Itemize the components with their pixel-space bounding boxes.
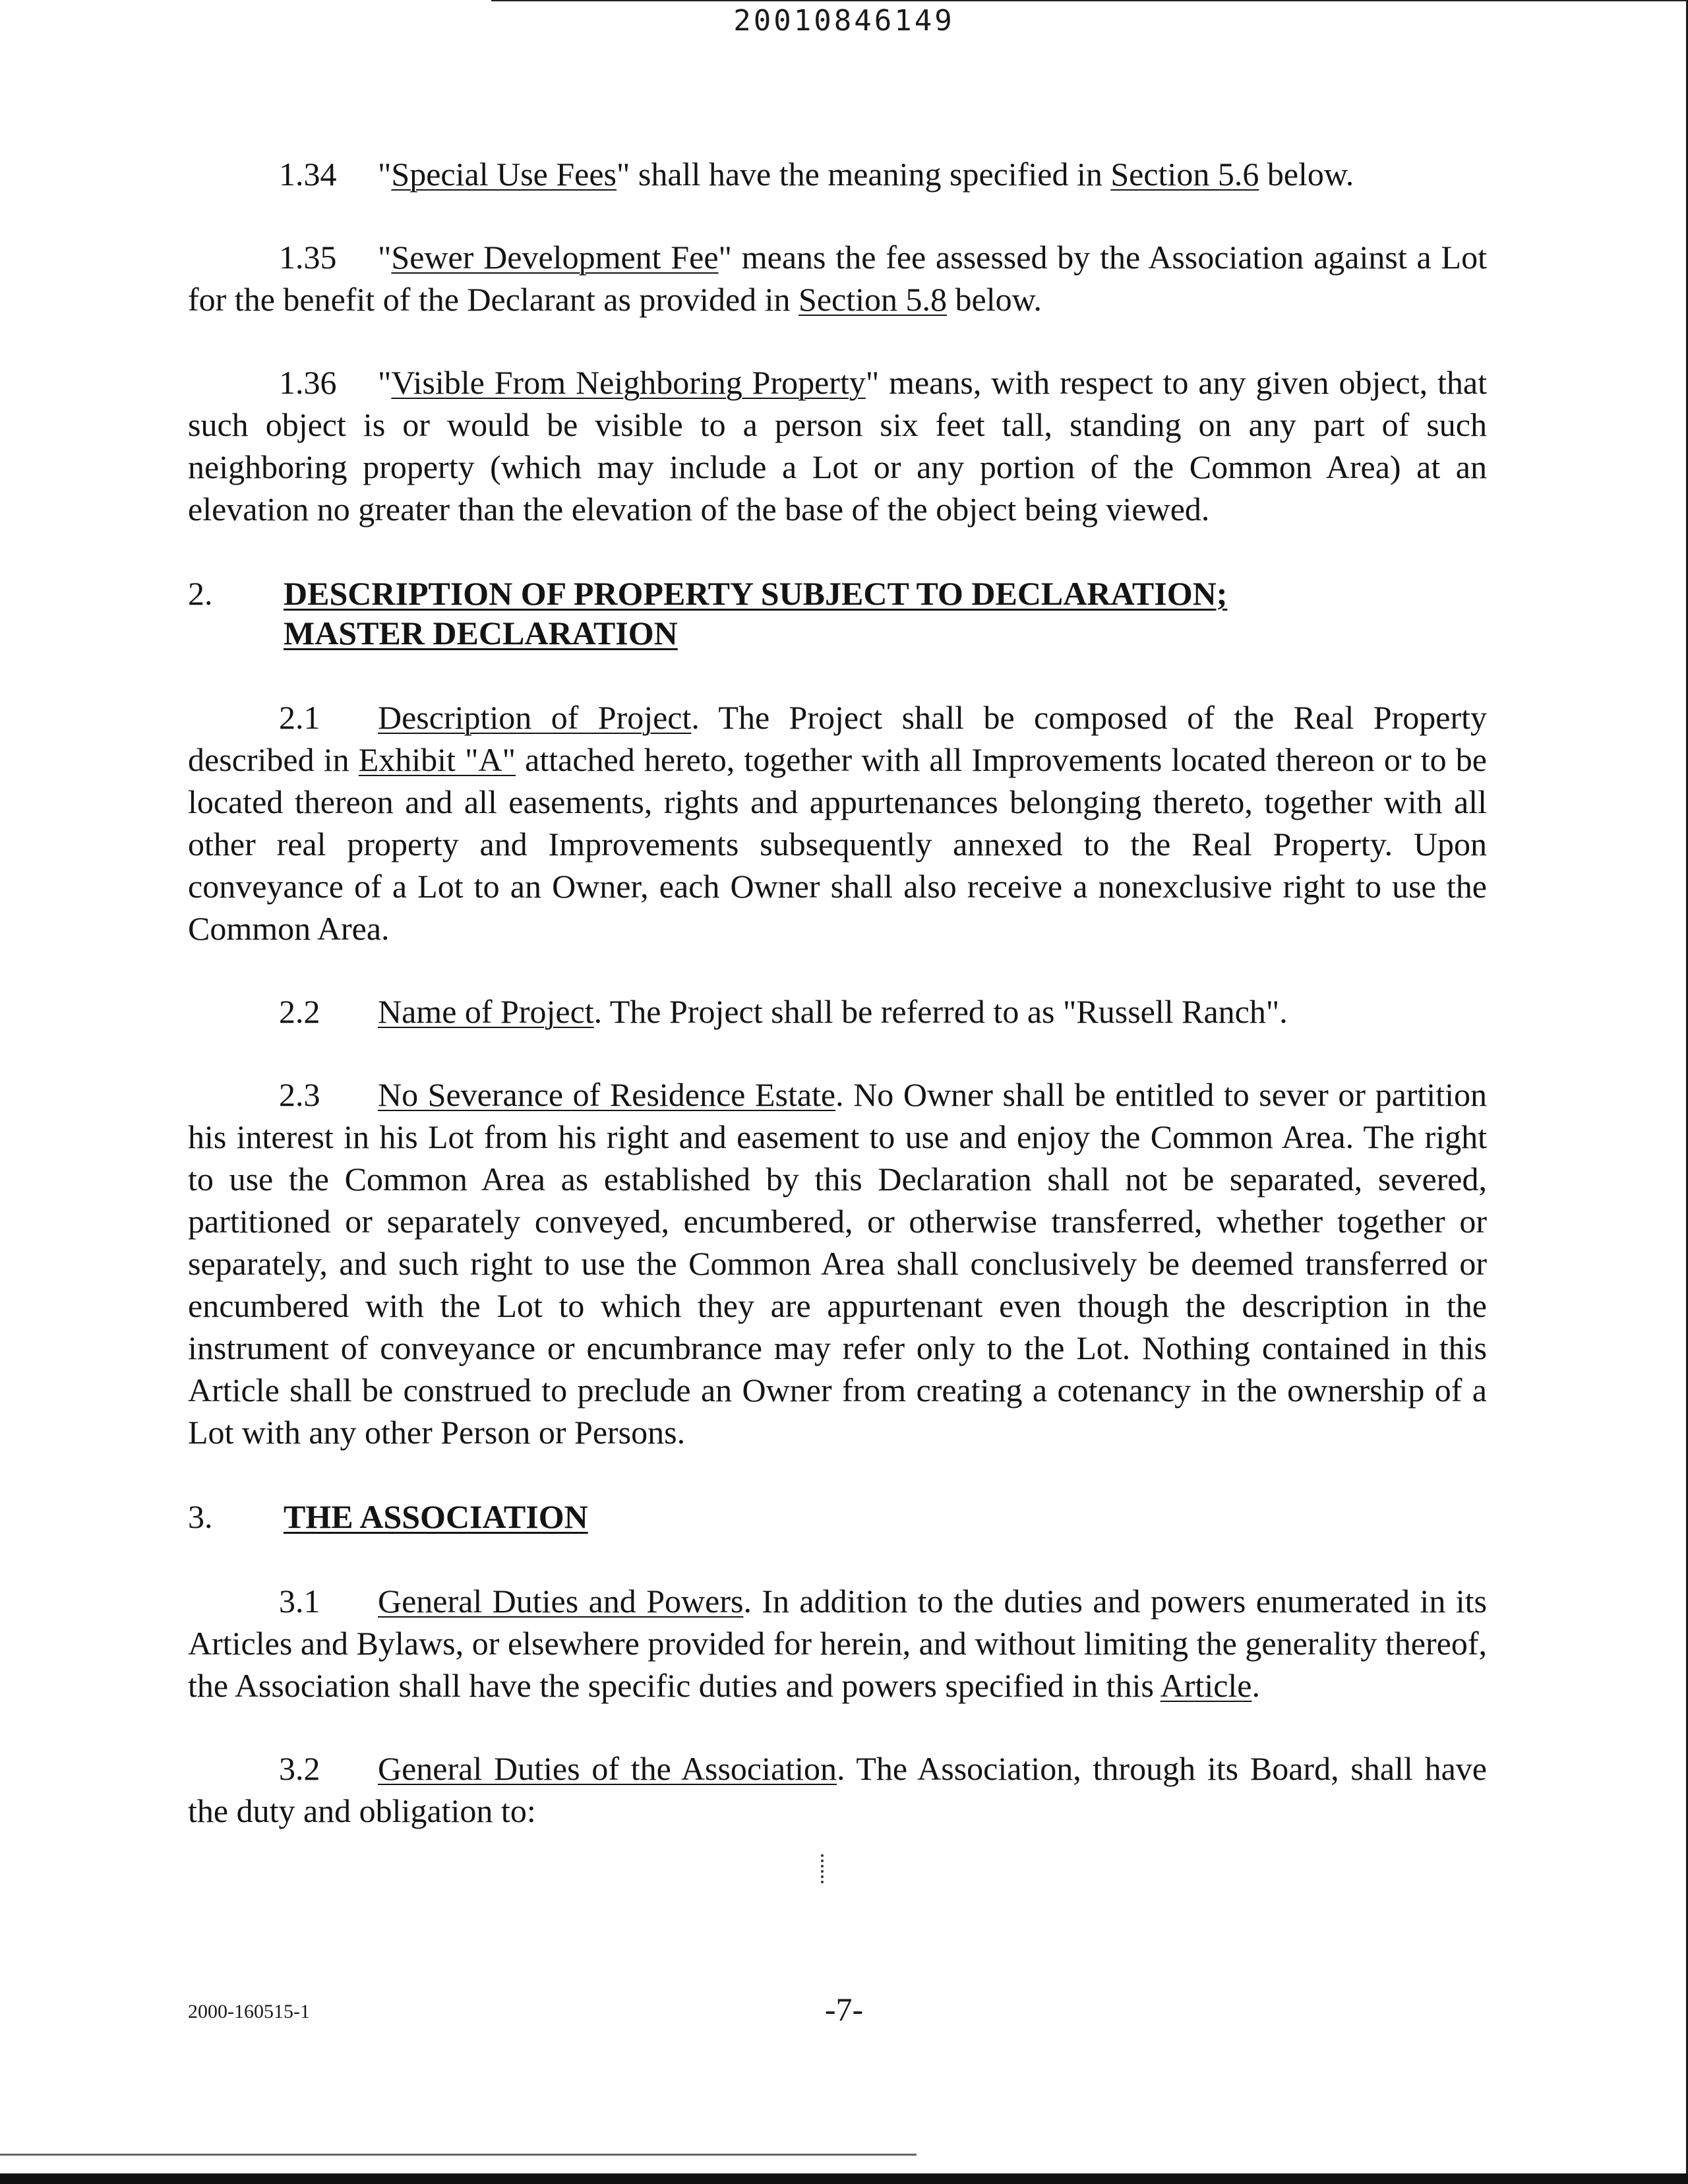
quote-open: " xyxy=(378,156,392,193)
section-2-3 xyxy=(188,1074,1487,1453)
scan-bottom-rule xyxy=(0,2154,917,2156)
section-3-2 xyxy=(188,1747,1487,1832)
section-number: 1.36 xyxy=(279,364,337,401)
section-title: No Severance of Residence Estate xyxy=(378,1076,836,1113)
section-1-36 xyxy=(188,361,1487,530)
section-text-end: below. xyxy=(1259,156,1354,193)
section-text: . The Project shall be composed of the Real Property described in xyxy=(188,699,1487,778)
cross-reference: Section 5.8 xyxy=(799,281,948,318)
section-title: General Duties and Powers xyxy=(378,1583,744,1620)
quote-open: " xyxy=(378,239,392,276)
defined-term: Visible From Neighboring Property xyxy=(391,364,866,401)
section-text: " shall have the meaning specified in xyxy=(617,156,1111,193)
section-text: . In addition to the duties and powers enumerated in its Articles and Bylaws, or elsewhere provided for herein, and without limiting the generality thereof, the Association shall have the specific duties and powers specified in this xyxy=(188,1583,1487,1704)
section-text-cont: attached hereto, together with all Improvements located thereon or to be located thereon and all easements, rights and appurtenances belonging thereto, together with all other real property and Improvements subsequently annexed to the Real Property. Upon conveyance of a Lot to an Owner, each Owner shall also receive a nonexclusive right to use the Common Area. xyxy=(188,741,1487,947)
section-text-end: . xyxy=(1251,1667,1260,1704)
section-number: 2.3 xyxy=(279,1076,320,1113)
section-number: 1.34 xyxy=(279,156,337,193)
article-3-heading xyxy=(188,1497,1487,1536)
margin-mark xyxy=(821,1854,826,1883)
quote-open: " xyxy=(378,364,392,401)
page-number: -7- xyxy=(824,1991,864,2028)
section-number: 2.1 xyxy=(279,699,320,736)
section-text: " means the fee assessed by the Association against a Lot for the benefit of the Declarant as provided in xyxy=(188,239,1487,318)
defined-term: Sewer Development Fee xyxy=(391,239,719,276)
article-title-line1: DESCRIPTION OF PROPERTY SUBJECT TO DECLARATION; xyxy=(284,575,1228,612)
section-text: " means, with respect to any given object, that such object is or would be visible to a person six feet tall, standing on any part of such neighboring property (which may include a Lot or any portion of the Common Area) at an elevation no greater than the elevation of the base of the object being viewed. xyxy=(188,364,1487,528)
section-title: Description of Project xyxy=(378,699,692,736)
defined-term: Special Use Fees xyxy=(391,156,617,193)
section-text-end: below. xyxy=(947,281,1042,318)
section-title: Name of Project xyxy=(378,993,594,1030)
footer-document-code: 2000-160515-1 xyxy=(188,2001,310,2022)
document-number: 20010846149 xyxy=(733,4,955,38)
section-text: . The Association, through its Board, shall have the duty and obligation to: xyxy=(188,1750,1487,1829)
section-text: . The Project shall be referred to as "Russell Ranch". xyxy=(593,993,1288,1030)
article-number: 2. xyxy=(188,575,213,612)
scan-top-rule xyxy=(491,0,1688,1)
article-2-heading xyxy=(188,574,1487,653)
section-2-2 xyxy=(188,990,1487,1033)
section-1-35 xyxy=(188,236,1487,320)
article-title: THE ASSOCIATION xyxy=(284,1498,588,1535)
section-number: 3.2 xyxy=(279,1750,320,1787)
cross-reference: Article xyxy=(1160,1667,1252,1704)
exhibit-reference: Exhibit "A" xyxy=(358,741,516,778)
article-number: 3. xyxy=(188,1498,213,1535)
section-number: 2.2 xyxy=(279,993,320,1030)
scan-bottom-edge xyxy=(0,2173,1688,2184)
section-2-1 xyxy=(188,696,1487,950)
section-3-1 xyxy=(188,1580,1487,1707)
section-1-34 xyxy=(188,153,1487,195)
section-number: 1.35 xyxy=(279,239,337,276)
section-number: 3.1 xyxy=(279,1583,320,1620)
cross-reference: Section 5.6 xyxy=(1110,156,1259,193)
article-title-line2: MASTER DECLARATION xyxy=(284,615,678,652)
section-title: General Duties of the Association xyxy=(378,1750,837,1787)
section-text: . No Owner shall be entitled to sever or partition his interest in his Lot from his right and easement to use and enjoy the Common Area. The right to use the Common Area as established by this Declaration shall not be separated, severed, partitioned or separately conveyed, encumbered, or otherwise transferred, whether together or separately, and such right to use the Common Area shall conclusively be deemed transferred or encumbered with the Lot to which they are appurtenant even though the description in the instrument of conveyance or encumbrance may refer only to the Lot. Nothing contained in this Article shall be construed to preclude an Owner from creating a cotenancy in the ownership of a Lot with any other Person or Persons. xyxy=(188,1076,1487,1451)
document-body xyxy=(188,153,1487,1832)
